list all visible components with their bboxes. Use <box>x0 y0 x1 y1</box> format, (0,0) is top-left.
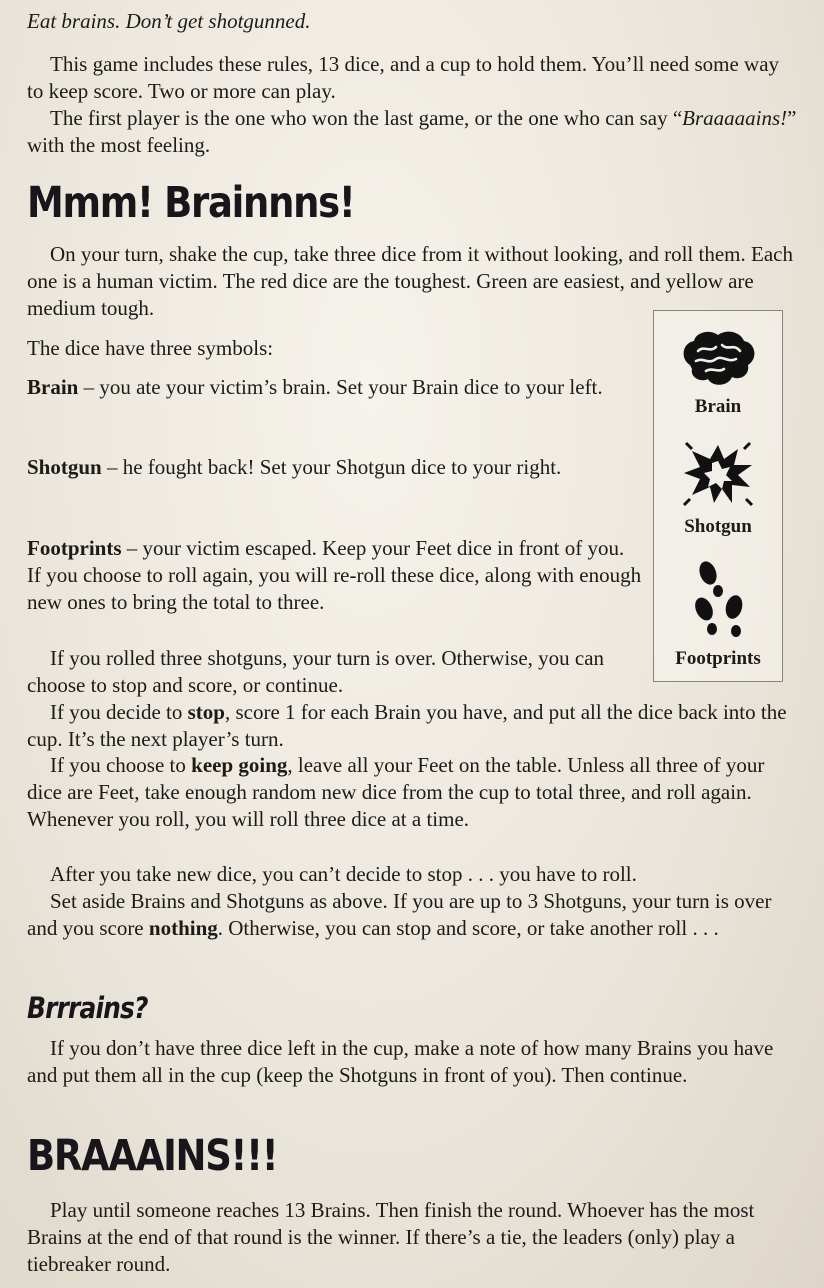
legend-shotgun <box>654 439 782 538</box>
heading-braaains: BRAAAINS!!! <box>27 1131 278 1181</box>
legend-footprints <box>654 559 782 670</box>
legend-shotgun-label: Shotgun <box>684 516 752 537</box>
footprints-description: Footprints – your victim escaped. Keep your Feet dice in front of you. If you choose to roll again, you will re-roll these dice, along with enough new ones to bring the total to three. <box>27 536 642 614</box>
after-new-dice-paragraph: After you take new dice, you can’t decide to stop . . . you have to roll. <box>50 862 637 886</box>
legend-brain-label: Brain <box>694 396 742 417</box>
stop-paragraph: If you decide to stop, score 1 for each Brain you have, and put all the dice back into the cup. It’s the next player’s turn. <box>27 700 787 751</box>
turn-paragraph: On your turn, shake the cup, take three dice from it without looking, and roll them. Each one is a human victim. The red dice are the toughest. Green are easiest, and yellow are medium tough. <box>27 242 793 320</box>
legend-footprints-label: Footprints <box>675 648 761 669</box>
brain-description: Brain – you ate your victim’s brain. Set your Brain dice to your left. <box>27 375 603 399</box>
symbols-intro: The dice have three symbols: <box>27 336 274 360</box>
heading-brrrains: Brrrains? <box>27 991 148 1025</box>
first-player-paragraph: The first player is the one who won the last game, or the one who can say “Braaaaains!” with the most feeling. <box>27 106 797 157</box>
legend-brain <box>654 329 782 418</box>
footprints-icon <box>678 559 758 643</box>
shotgun-blast-icon <box>678 439 758 511</box>
tagline: Eat brains. Don’t get shotgunned. <box>27 9 311 33</box>
end-game-paragraph: Play until someone reaches 13 Brains. Then finish the round. Whoever has the most Brains at the end of that round is the winner. If there’s a tie, the leaders (only) play a tiebreaker round. <box>27 1198 755 1276</box>
symbol-legend <box>653 310 783 682</box>
shotgun-description: Shotgun – he fought back! Set your Shotgun dice to your right. <box>27 455 562 479</box>
intro-paragraph: This game includes these rules, 13 dice, and a cup to hold them. You’ll need some way to keep score. Two or more can play. <box>27 52 780 103</box>
three-shotguns-paragraph: If you rolled three shotguns, your turn is over. Otherwise, you can choose to stop and score, or continue. <box>27 646 605 697</box>
heading-mmm-brainnns: Mmm! Brainnns! <box>27 178 355 228</box>
brrrains-paragraph: If you don’t have three dice left in the cup, make a note of how many Brains you have and put them all in the cup (keep the Shotguns in front of you). Then continue. <box>27 1036 774 1087</box>
brain-icon <box>678 329 758 391</box>
set-aside-paragraph: Set aside Brains and Shotguns as above. If you are up to 3 Shotguns, your turn is over and you score nothing. Otherwise, you can stop and score, or take another roll . . . <box>27 889 772 940</box>
keep-going-paragraph: If you choose to keep going, leave all your Feet on the table. Unless all three of your dice are Feet, take enough random new dice from the cup to total three, and roll again. Whenever you roll, you will roll three dice at a time. <box>27 753 765 831</box>
